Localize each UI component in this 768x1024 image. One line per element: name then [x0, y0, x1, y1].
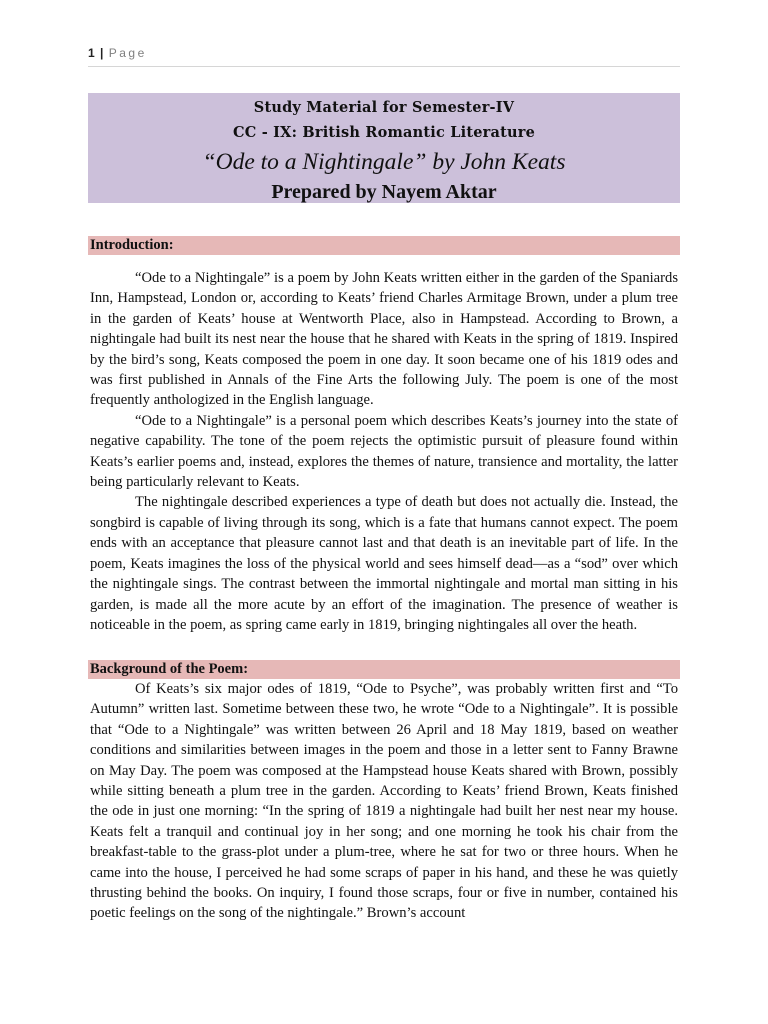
- background-paragraph: Of Keats’s six major odes of 1819, “Ode to Psyche”, was probably written first and “To Autumn” written last. Sometime between these two, he wrote “Ode to a Nightingale”. It is possible that “Ode to a Nightingale” was written between 26 April and 18 May 1819, based on weather conditions and similarities between images in the poem and those in a letter sent to Fanny Brawne on May Day. The poem was composed at the Hampstead house Keats shared with Brown, possibly while sitting beneath a plum tree in the garden. According to Keats’ friend Brown, Keats finished the ode in just one morning: “In the spring of 1819 a nightingale had built her nest near my house. Keats felt a tranquil and continual joy in her song; and one morning he took his chair from the breakfast-table to the grass-plot under a plum-tree, where he sat for two or three hours. When he came into the house, I perceived he had some scraps of paper in his hand, and these he was quietly thrusting behind the books. On inquiry, I found those scraps, four or five in number, contained his poetic feelings on the song of the nightingale.” Brown’s account: [90, 681, 678, 922]
- introduction-heading: Introduction:: [88, 236, 680, 255]
- page-number: 1: [88, 46, 95, 60]
- background-body: [90, 679, 678, 924]
- introduction-paragraph: “Ode to a Nightingale” is a personal poem which describes Keats’s journey into the state of negative capability. The tone of the poem rejects the optimistic pursuit of pleasure found within Keats’s earlier poems and, instead, explores the themes of nature, transience and mortality, the latter being particularly relevant to Keats.: [90, 412, 678, 491]
- title-block: [88, 93, 680, 203]
- course-title: CC - IX: British Romantic Literature: [232, 124, 536, 141]
- introduction-body: [90, 268, 678, 635]
- page-separator: |: [100, 46, 104, 60]
- background-heading: Background of the Poem:: [88, 660, 680, 679]
- poem-title: “Ode to a Nightingale” by John Keats: [202, 149, 566, 175]
- study-material-title: Study Material for Semester-IV: [253, 99, 515, 116]
- page-header: [88, 46, 680, 67]
- page-word: Page: [108, 46, 147, 60]
- author-credit: Prepared by Nayem Aktar: [271, 181, 497, 203]
- introduction-paragraph: “Ode to a Nightingale” is a poem by John Keats written either in the garden of the Spaniards Inn, Hampstead, London or, according to Keats’ friend Charles Armitage Brown, under a plum tree in the garden of Keats’ house at Wentworth Place, also in Hampstead. According to Brown, a nightingale had built its nest near the house that he shared with Keats in the spring of 1819. Inspired by the bird’s song, Keats composed the poem in one day. It soon became one of his 1819 odes and was first published in Annals of the Fine Arts the following July. The poem is one of the most frequently anthologized in the English language.: [90, 270, 678, 409]
- introduction-paragraph: The nightingale described experiences a type of death but does not actually die. Instead, the songbird is capable of living through its song, which is a fate that humans cannot expect. The poem ends with an acceptance that pleasure cannot last and that death is an inevitable part of life. In the poem, Keats imagines the loss of the physical world and sees himself dead—as a “sod” over which the nightingale sings. The contrast between the immortal nightingale and mortal man sitting in his garden, is made all the more acute by an effort of the imagination. The presence of weather is noticeable in the poem, as spring came early in 1819, bringing nightingales all over the heath.: [90, 494, 678, 633]
